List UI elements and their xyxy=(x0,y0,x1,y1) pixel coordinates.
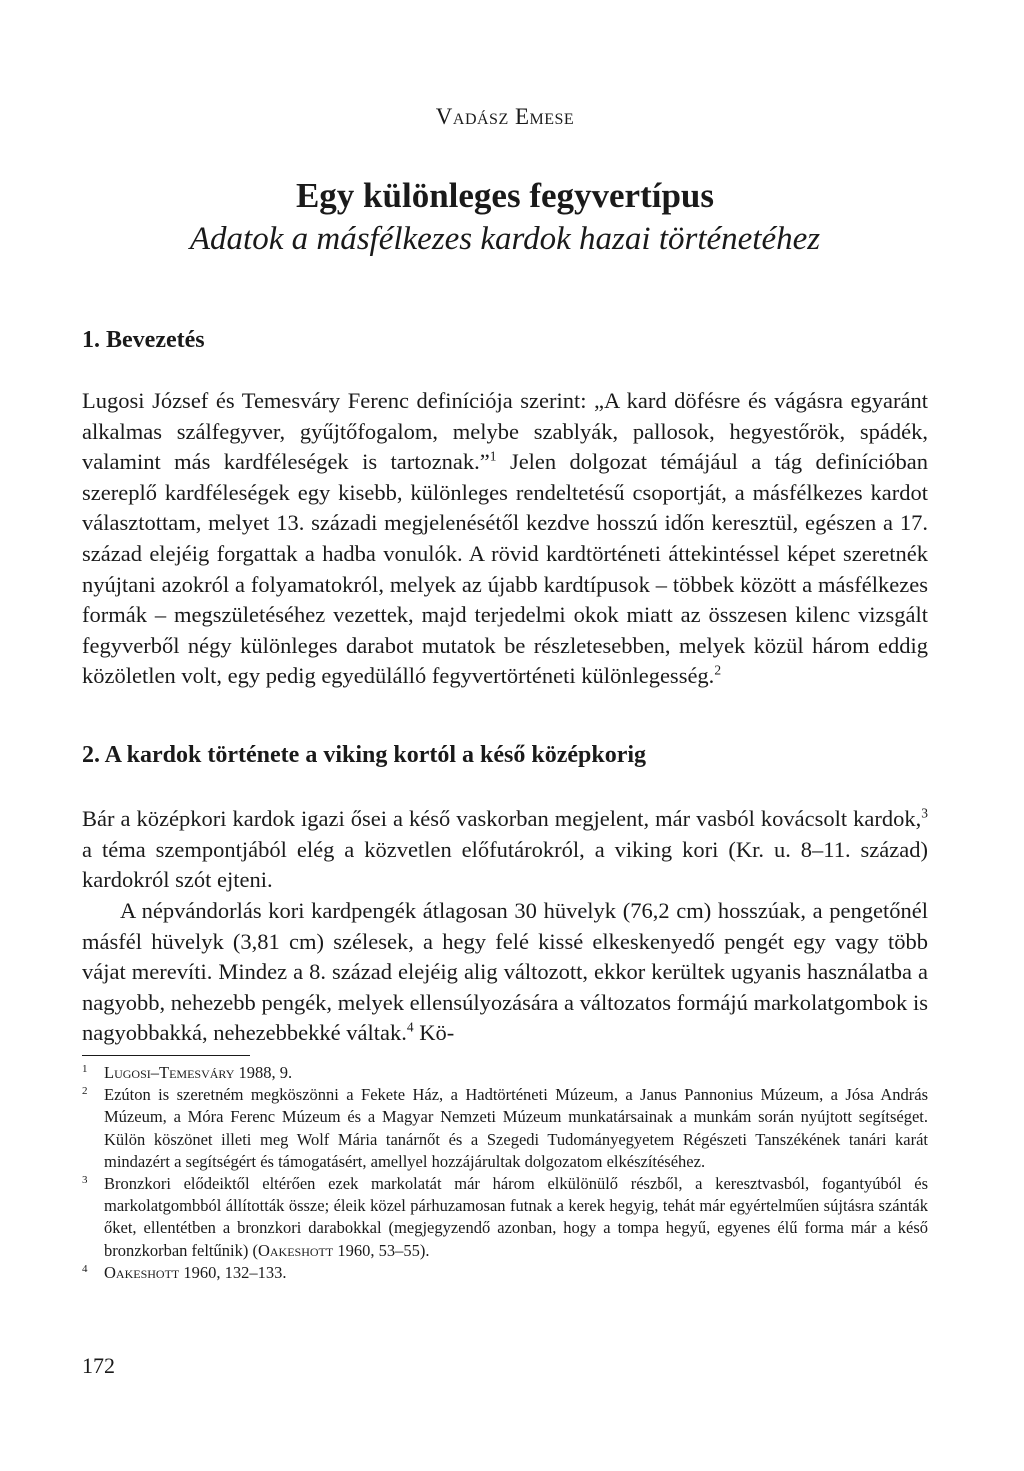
footnote-number: 4 xyxy=(82,1262,88,1275)
paragraph-text: Jelen dolgozat témájául a tág definícióban szereplő kardféleségek egy kisebb, különleges rendeltetésű csoportját, a másfélkezes kardot választottam, melyet 13. századi megjelenésétől kezdve hosszú időn keresztül, egészen a 17. század elejéig forgattak a hadba vonulók. A rövid kardtörténeti áttekintéssel képet szeretnék nyújtani azokról a folyamatokról, melyek az újabb kardtípusok – többek között a másfélkezes formák – megszületéséhez vezettek, majd terjedelmi okok miatt az összesen kilenc vizsgált fegyverből négy különleges darabot mutatok be részletesebben, melyek közül három eddig közöletlen volt, egy pedig egyedülálló fegyvertörténeti különlegesség. xyxy=(82,449,928,689)
footnote-ref-4[interactable]: 4 xyxy=(406,1019,414,1035)
page-number: 172 xyxy=(82,1353,115,1378)
footnote-3 xyxy=(82,1173,928,1262)
citation-author: Oakeshott xyxy=(104,1262,180,1282)
footnote-text: 1960, 53–55). xyxy=(333,1240,430,1260)
footnote-number: 2 xyxy=(82,1085,88,1098)
paragraph-history-1 xyxy=(82,804,928,896)
footnote-text: 1988, 9. xyxy=(234,1063,293,1082)
footnote-ref-2[interactable]: 2 xyxy=(714,662,722,678)
footnote-separator xyxy=(82,1055,250,1056)
paragraph-text: Kö- xyxy=(413,1020,455,1046)
footnote-ref-1[interactable]: 1 xyxy=(489,448,497,464)
paragraph-text: Bár a középkori kardok igazi ősei a késő vaskorban megjelent, már vasból kovácsolt kardok, xyxy=(82,806,922,831)
paragraph-text: a téma szempontjából elég a közvetlen előfutárokról, a viking kori (Kr. u. 8–11. század) kardokról szót ejteni. xyxy=(82,836,928,893)
citation-author: Oakeshott xyxy=(257,1240,334,1260)
footnote-number: 1 xyxy=(82,1063,88,1075)
footnote-4 xyxy=(82,1262,928,1284)
footnote-text: Ezúton is szeretném megköszönni a Fekete Ház, a Hadtörténeti Múzeum, a Janus Pannonius Múzeum, a Jósa András Múzeum, a Móra Ferenc Múzeum és a Magyar Nemzeti Múzeum munkatársainak a munkám során nyújtott segítséget. Külön köszönet illeti meg Wolf Mária tanárnőt és a Szegedi Tudományegyetem Régészeti Tanszékének tanári karát mindazért a segítségért és támogatásért, amellyel hozzájárultak dolgozatom elkészítéséhez. xyxy=(104,1085,928,1171)
footnote-ref-3[interactable]: 3 xyxy=(921,805,928,821)
paragraph-text: A népvándorlás kori kardpengék átlagosan 30 hüvelyk (76,2 cm) hosszúak, a pengetőnél másfél hüvelyk (3,81 cm) szélesek, a hegy felé kissé elkeskenyedő pengét egy vagy több vájat merevíti. Mindez a 8. század elejéig alig változott, ekkor kerültek ugyanis használatba a nagyobb, nehezebb pengék, melyek ellensúlyozására a változatos formájú markolatgombok is nagyobbakká, nehezebbekké váltak. xyxy=(82,898,928,1046)
footnote-text: Bronzkori elődeiktől eltérően ezek markolatát már három elkülönülő részből, a keresztvasból, fogantyúból és markolatgombból állították össze; éleik közel párhuzamosan futnak a kerek hegyig, tehát már egyértelműen sújtásra szánták őket, ellentétben a bronzkori darabokkal (megjegyzendő azonban, hogy a tompa hegyű, egyenes élű forma már a késő bronzkorban feltűnik) ( xyxy=(104,1174,928,1260)
paragraph-history-2 xyxy=(82,896,928,1049)
footnotes xyxy=(82,1062,928,1284)
section-heading-history: 2. A kardok története a viking kortól a késő középkorig xyxy=(82,742,647,768)
document-page xyxy=(82,0,928,1471)
footnote-text: 1960, 132–133. xyxy=(179,1262,287,1282)
article-subtitle: Adatok a másfélkezes kardok hazai történetéhez xyxy=(189,221,821,257)
section-heading-introduction: 1. Bevezetés xyxy=(82,327,205,353)
paragraph-text: Lugosi József és Temesváry Ferenc definíciója szerint: „A kard döfésre és vágásra egyaránt alkalmas szálfegyver, gyűjtőfogalom, melybe szablyák, pallosok, hegyestőrök, spádék, valamint más kardféleségek is tartoznak.” xyxy=(82,388,928,475)
article-title: Egy különleges fegyvertípus xyxy=(295,176,715,215)
author-name: Vadász Emese xyxy=(435,104,575,129)
footnote-1 xyxy=(82,1062,928,1084)
citation-author: Lugosi–Temesváry xyxy=(104,1063,235,1082)
footnote-2 xyxy=(82,1084,928,1173)
paragraph-introduction xyxy=(82,386,928,692)
footnote-number: 3 xyxy=(82,1174,88,1187)
